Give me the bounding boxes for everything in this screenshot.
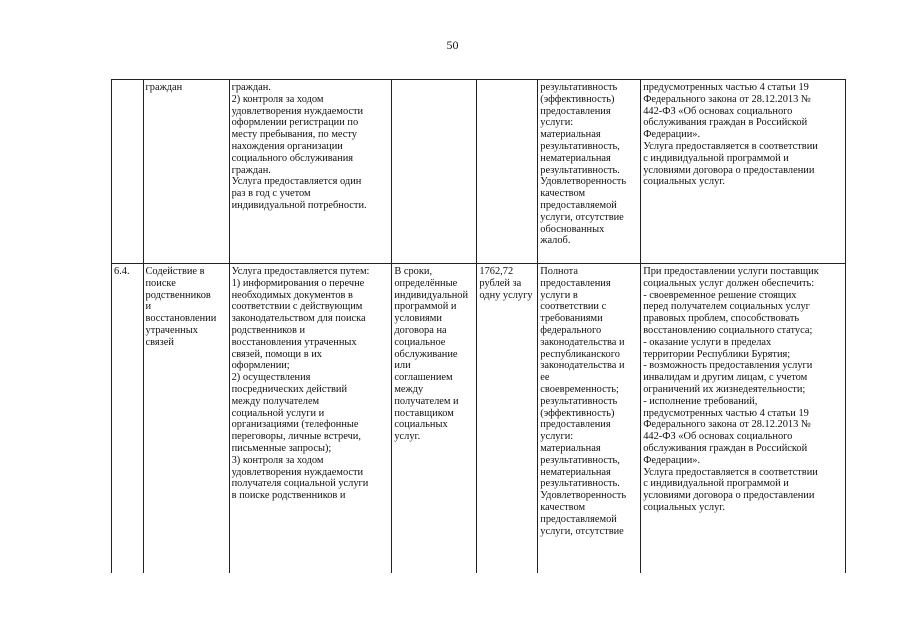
service-price-cell <box>477 264 538 574</box>
service-name: Содействие в поиске родственников и восстановлении утраченных связей <box>145 266 217 348</box>
service-price: 1762,72 рублей за одну услугу <box>479 266 533 301</box>
service-terms-cell <box>392 80 477 264</box>
service-indicators: результативность (эффективность) предоставления услуги: материальная результативность, нематериальная результативность. Удовлетворенность качеством предоставляемой услуги, отсутствие обоснованных жалоб. <box>540 82 627 247</box>
service-number-cell <box>112 264 144 574</box>
service-conditions: При предоставлении услуги поставщик социальных услуг должен обеспечить: - своевременное решение стоящих перед получателем социальных услуг правовых проблем, способствовать восстановлению социального статуса; - оказание услуги в пределах территории Республики Бурятия; - возможность предоставления услуги инвалидам и другим лицам, с учетом ограничений их жизнедеятельности; - исполнение требований, предусмотренных частью 4 статьи 19 Федерального закона от 28.12.2013 № 442-ФЗ «Об основах социального обслуживания граждан в Российской Федерации». Услуга предоставляется в соответствии с индивидуальной программой и условиями договора о предоставлении социальных услуг. <box>643 266 819 513</box>
service-conditions-cell <box>641 80 846 264</box>
service-indicators: Полнота предоставления услуги в соответствии с требованиями федерального законодательства и республиканского законодательства и ее своевременность; результативность (эффективность) предоставления услуги: материальная результативность, нематериальная результативность. Удовлетворенность качеством предоставляемой услуги, отсутствие <box>540 266 627 537</box>
table-row <box>112 80 846 264</box>
table-row <box>112 264 846 574</box>
services-table <box>111 79 846 573</box>
service-indicators-cell <box>538 80 641 264</box>
service-conditions: предусмотренных частью 4 статьи 19 Федерального закона от 28.12.2013 № 442-ФЗ «Об основах социального обслуживания граждан в Российской Федерации». Услуга предоставляется в соответствии с индивидуальной программой и условиями договора о предоставлении социальных услуг. <box>643 82 818 188</box>
service-content-cell <box>229 80 392 264</box>
service-number: 6.4. <box>114 266 130 277</box>
service-name-cell <box>143 264 229 574</box>
service-indicators-cell <box>538 264 641 574</box>
service-name-cell <box>143 80 229 264</box>
service-conditions-cell <box>641 264 846 574</box>
service-content: граждан. 2) контроля за ходом удовлетворения нуждаемости оформлении регистрации по месту пребывания, по месту нахождения организации социального обслуживания граждан. Услуга предоставляется один раз в год с учетом индивидуальной потребности. <box>231 82 367 211</box>
service-number-cell <box>112 80 144 264</box>
service-content: Услуга предоставляется путем: 1) информирования о перечне необходимых документов в соответствии с действующим законодательством для поиска родственников и восстановления утраченных связей, помощи в их оформлении; 2) осуществления посреднических действий между получателем социальной услуги и организациями (телефонные переговоры, личные встречи, письменные запросы); 3) контроля за ходом удовлетворения нуждаемости получателя социальной услуги в поиске родственников и <box>231 266 370 502</box>
service-price-cell <box>477 80 538 264</box>
service-name: граждан <box>145 82 183 93</box>
service-terms-cell <box>392 264 477 574</box>
service-terms: В сроки, определённые индивидуальной программой и условиями договора на социальное обслуживание или соглашением между получателем и поставщиком социальных услуг. <box>394 266 469 443</box>
service-content-cell <box>229 264 392 574</box>
page-number: 50 <box>446 38 459 52</box>
